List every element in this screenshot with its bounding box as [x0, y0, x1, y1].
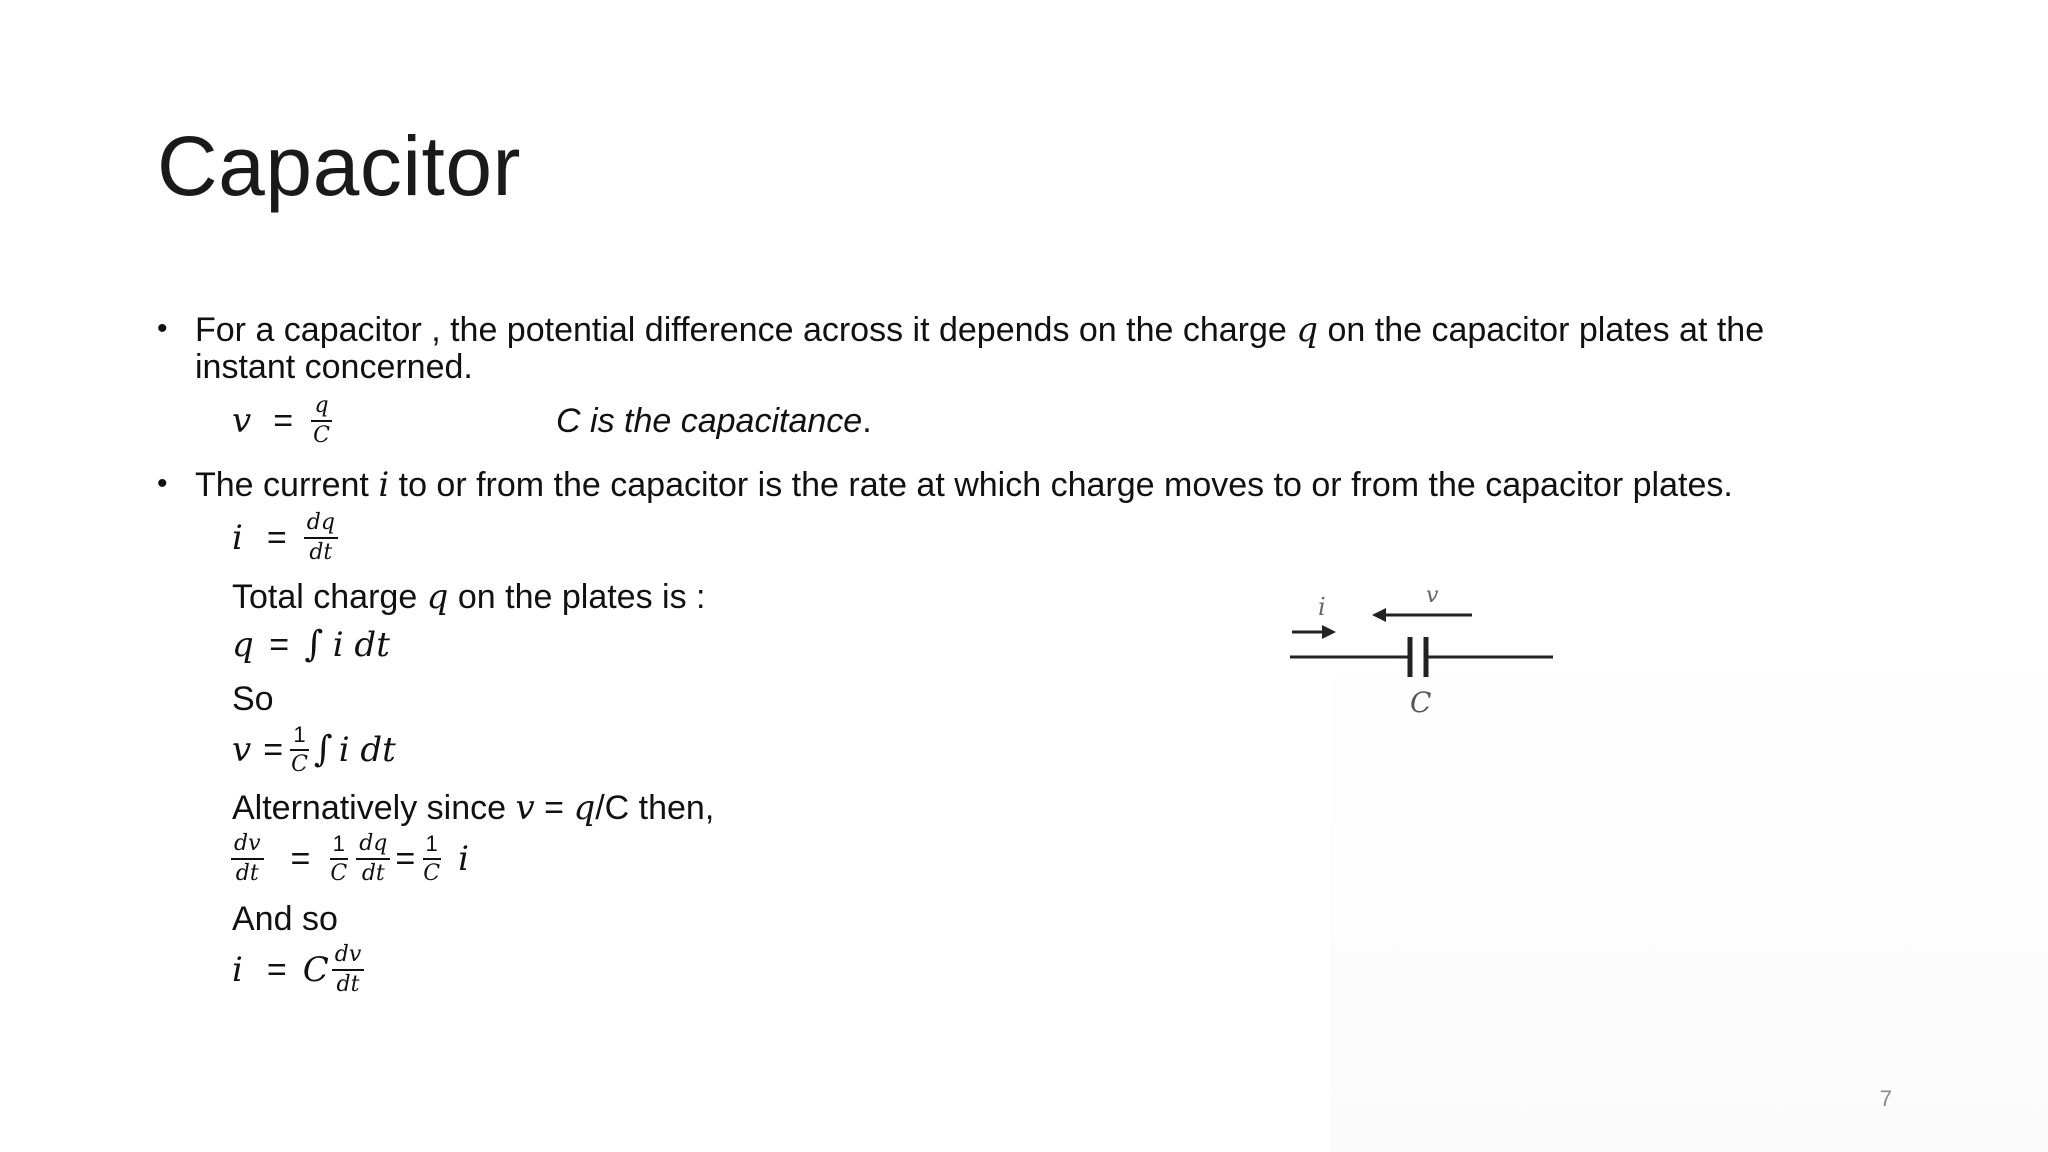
- current-label: i: [1318, 593, 1326, 621]
- equals-sign: =: [266, 951, 287, 989]
- integral-sign: ∫: [304, 624, 324, 665]
- text: Alternatively since: [232, 789, 516, 827]
- fraction-1-c: [420, 832, 443, 886]
- fraction-dq-dt: [356, 832, 390, 886]
- fraction: [310, 394, 333, 448]
- equals-sign: =: [395, 840, 416, 878]
- bullet1-line2: instant concerned.: [195, 348, 473, 386]
- fraction-dv-dt: [231, 832, 264, 886]
- equation-dv-dt: [228, 832, 469, 886]
- text: /C then,: [595, 789, 715, 827]
- denominator: C: [291, 752, 308, 777]
- text: For a capacitor , the potential difference across it depends on the charge: [195, 311, 1297, 349]
- var-i: i: [232, 950, 243, 990]
- equals-sign: =: [266, 519, 287, 557]
- voltage-label: v: [1426, 583, 1439, 608]
- denominator: C: [423, 861, 441, 886]
- numerator: dv: [332, 943, 365, 971]
- integrand: i dt: [332, 625, 390, 665]
- integral-sign: ∫: [313, 729, 333, 770]
- text: The current: [195, 466, 379, 504]
- bullet2-text: [195, 466, 1733, 504]
- equals-sign: =: [263, 731, 284, 769]
- var-q: q: [573, 788, 596, 828]
- page-number: 7: [1879, 1086, 1892, 1111]
- var-c: C: [302, 950, 329, 990]
- denominator: C: [313, 423, 330, 448]
- numerator: 1: [330, 832, 348, 860]
- denominator: dt: [361, 861, 385, 886]
- fraction: [332, 943, 365, 997]
- bullet-marker: •: [157, 467, 168, 500]
- fraction: [304, 511, 338, 565]
- var-v: v: [515, 788, 535, 828]
- integrand: i dt: [338, 730, 396, 770]
- text: Total charge: [232, 578, 427, 616]
- total-charge-text: [232, 578, 705, 616]
- bullet1-line1: [195, 311, 1764, 349]
- var-i: i: [232, 518, 243, 558]
- equation-v-integral: [232, 723, 396, 777]
- denominator: dt: [309, 540, 333, 565]
- numerator: dq: [356, 832, 390, 860]
- numerator: 1: [290, 723, 308, 751]
- numerator: 1: [423, 832, 441, 860]
- text: on the capacitor plates at the: [1318, 311, 1765, 349]
- equals-sign: =: [273, 402, 294, 440]
- capacitance-note: [556, 402, 872, 440]
- var-q: q: [1296, 310, 1319, 350]
- fraction: [288, 723, 311, 777]
- capacitance-label: C: [1410, 686, 1432, 719]
- alternatively-text: [232, 789, 714, 827]
- var-i: i: [378, 465, 390, 505]
- var-q: q: [232, 625, 254, 665]
- bullet-marker: •: [157, 312, 168, 345]
- text: to or from the capacitor is the rate at which charge moves to or from the capacitor plates.: [389, 466, 1733, 504]
- period: .: [862, 402, 872, 440]
- voltage-arrow-head: [1372, 608, 1386, 622]
- text: =: [534, 789, 574, 827]
- slide-title: Capacitor: [157, 119, 522, 213]
- var-c: C: [556, 402, 581, 440]
- var-v: v: [232, 401, 252, 441]
- denominator: dt: [235, 861, 259, 886]
- denominator: C: [330, 861, 348, 886]
- current-arrow-head: [1322, 625, 1336, 639]
- numerator: dv: [231, 832, 264, 860]
- equation-i-c-dv-dt: [232, 943, 367, 997]
- denominator: dt: [336, 972, 360, 997]
- equation-v-q-c: [232, 394, 336, 448]
- equals-sign: =: [290, 840, 311, 878]
- so-text: So: [232, 680, 274, 718]
- note-text: is the capacitance: [580, 402, 863, 440]
- equals-sign: =: [269, 626, 290, 664]
- equation-q-integral: [232, 626, 390, 664]
- text: on the plates is :: [448, 578, 706, 616]
- capacitor-circuit-diagram: [1280, 580, 1580, 730]
- var-v: v: [232, 730, 252, 770]
- and-so-text: And so: [232, 900, 338, 938]
- numerator: q: [311, 394, 331, 422]
- equation-i-dq-dt: [232, 511, 341, 565]
- var-i: i: [458, 839, 469, 879]
- var-q: q: [426, 577, 449, 617]
- fraction-1-c: [327, 832, 350, 886]
- numerator: dq: [304, 511, 338, 539]
